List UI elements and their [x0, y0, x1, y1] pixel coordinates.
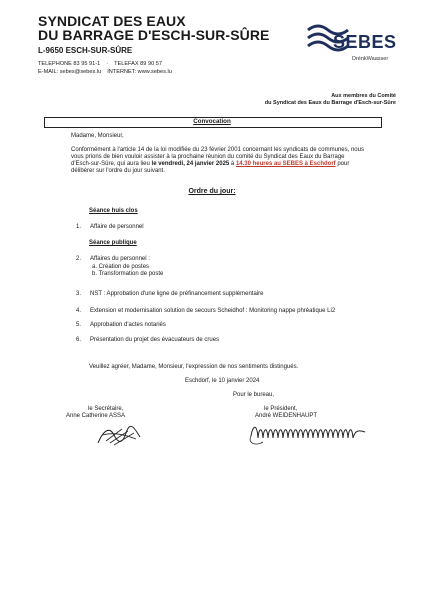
item-6-text: Présentation du projet des évacuateurs de crues — [90, 337, 220, 343]
agenda-title: Ordre du jour: — [188, 188, 236, 195]
item-2-text: Affaires du personnel : — [90, 256, 150, 262]
item-4-text: Extension et modernisation solution de secours Scheidhof : Monitoring nappe phréatique Li2 — [90, 308, 336, 314]
place-date: Eschdorf, le 10 janvier 2024 — [185, 378, 260, 384]
organization-name-line2: DU BARRAGE D'ESCH-SUR-SÛRE — [38, 27, 270, 43]
president-name: André WEIDENHAUPT — [255, 413, 318, 419]
contact-phone-fax: TELEPHONE 83 95 91-1 · TELEFAX 89 90 57 — [38, 61, 162, 67]
item-2-number: 2. — [76, 256, 82, 262]
item-5-number: 5. — [76, 322, 82, 328]
intro-line1: Conformément à l'article 14 de la loi modifiée du 23 février 2001 concernant les syndicats de communes, nous — [71, 147, 364, 153]
recipient-line1: Aux membres du Comité — [331, 93, 396, 99]
secretary-name: Anne Catherine ASSA — [66, 413, 126, 419]
intro-line3-at: à — [230, 161, 235, 167]
convocation-title: Convocation — [193, 118, 231, 125]
intro-line3-end: pour — [337, 161, 350, 167]
intro-line2: vous prions de bien vouloir assister à la prochaine réunion du comité du Syndicat des Eaux du Barrage — [71, 154, 345, 160]
secretary-role: le Secrétaire, — [88, 406, 124, 412]
internet: INTERNET: www.sebes.lu — [107, 69, 172, 75]
greeting: Madame, Monsieur, — [71, 133, 124, 139]
logo-wordmark: SEBES — [333, 32, 397, 52]
president-signature-icon — [249, 420, 367, 448]
recipient-line2: du Syndicat des Eaux du Barrage d'Esch-sur-Sûre — [264, 100, 396, 106]
logo-tagline: DrénkWaasser — [352, 56, 389, 62]
telephone: TELEPHONE 83 95 91-1 — [38, 61, 101, 67]
item-6-number: 6. — [76, 337, 82, 343]
item-1-number: 1. — [76, 224, 82, 230]
contact-email-web — [38, 69, 172, 76]
section-public: Séance publique — [89, 240, 137, 246]
closing-formula: Veuillez agréer, Madame, Monsieur, l'expression de nos sentiments distingués. — [89, 364, 299, 370]
item-5-text: Approbation d'actes notariés — [90, 322, 166, 328]
intro-line4: délibérer sur l'ordre du jour suivant. — [71, 168, 165, 174]
item-2-sub-a: a. Création de postes — [92, 264, 150, 270]
president-role: le Président, — [264, 406, 298, 412]
item-3-number: 3. — [76, 291, 82, 297]
intro-line3-start: d'Esch-sur-Sûre, qui aura lieu — [71, 161, 150, 167]
meeting-time-place: 14.30 heures au SEBES à Eschdorf — [235, 161, 336, 167]
item-1-text: Affaire de personnel — [90, 224, 144, 230]
item-4-number: 4. — [76, 308, 82, 314]
organization-city: L-9650 ESCH-SUR-SÛRE — [38, 46, 133, 55]
section-closed: Séance huis clos — [89, 208, 138, 214]
email: E-MAIL: sebes@sebes.lu — [38, 69, 102, 75]
item-3-text: NST : Approbation d'une ligne de préfinancement supplémentaire — [90, 291, 264, 297]
intro-line3 — [71, 161, 349, 168]
telefax: TELEFAX 89 90 57 — [114, 61, 162, 67]
organization-name-line1: SYNDICAT DES EAUX — [38, 13, 186, 29]
for-board: Pour le bureau, — [233, 392, 275, 398]
item-2-sub-b: b. Transformation de poste — [92, 271, 164, 277]
secretary-signature-icon — [96, 423, 144, 447]
meeting-date: le vendredi, 24 janvier 2025 — [151, 161, 230, 167]
